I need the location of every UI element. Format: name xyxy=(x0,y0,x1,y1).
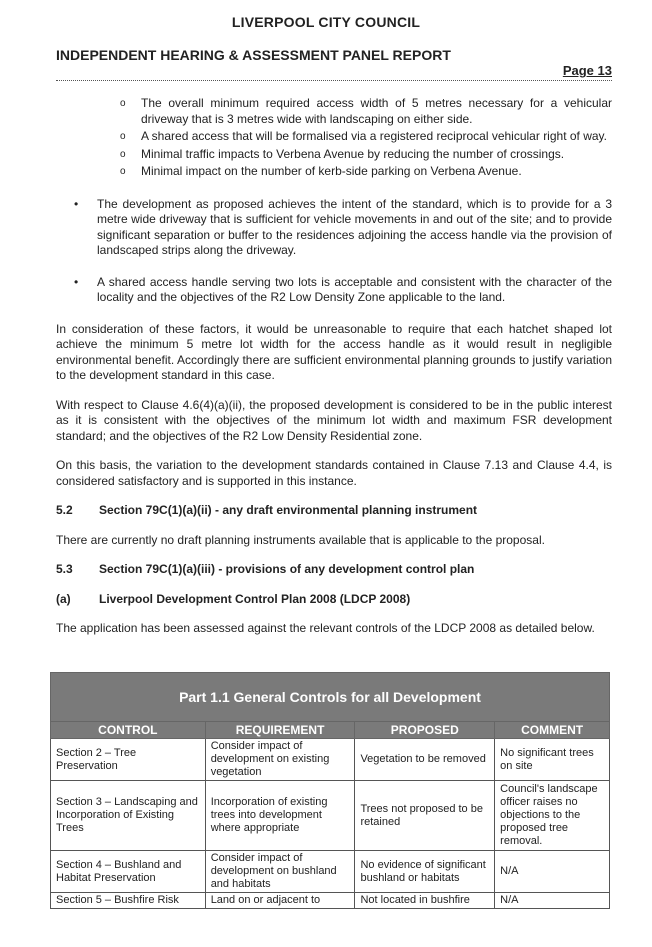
table-cell: N/A xyxy=(495,851,610,893)
table-cell: Council's landscape officer raises no objections to the proposed tree removal. xyxy=(495,781,610,851)
council-name: LIVERPOOL CITY COUNCIL xyxy=(231,14,421,30)
table-row xyxy=(51,893,610,909)
column-header: CONTROL xyxy=(51,722,206,739)
table-row xyxy=(51,851,610,893)
table-row xyxy=(51,739,610,781)
paragraph: With respect to Clause 4.6(4)(a)(ii), the proposed development is considered to be in the public interest as it is consistent with the objectives of the minimum lot width and maximum FSR development standard; and the objectives of the R2 Low Density Residential zone. xyxy=(56,397,612,443)
table-cell: Section 4 – Bushland and Habitat Preservation xyxy=(51,851,206,893)
controls-table xyxy=(50,672,610,909)
bullet-item: • A shared access handle serving two lots is acceptable and consistent with the character of the locality and the objectives of the R2 Low Density Zone applicable to the land. xyxy=(74,274,612,304)
table-cell: Not located in bushfire xyxy=(355,893,495,909)
table-cell: Trees not proposed to be retained xyxy=(355,781,495,851)
table-cell: No evidence of significant bushland or habitats xyxy=(355,851,495,893)
paragraph: In consideration of these factors, it would be unreasonable to require that each hatchet shaped lot achieve the minimum 5 metre lot width for the access handle as it would result in negligible environmental benefit. Accordingly there are sufficient environmental planning grounds to justify variation to the development standard in this case. xyxy=(56,321,612,382)
table-cell: Consider impact of development on bushland and habitats xyxy=(205,851,355,893)
sub-bullet: o A shared access that will be formalised via a registered reciprocal vehicular right of way. xyxy=(120,129,607,143)
table-cell: No significant trees on site xyxy=(495,739,610,781)
table-cell: Incorporation of existing trees into development where appropriate xyxy=(205,781,355,851)
sub-bullet: o Minimal impact on the number of kerb-side parking on Verbena Avenue. xyxy=(120,164,522,178)
circle-bullet-icon: o xyxy=(120,98,126,109)
page-number: Page 13 xyxy=(562,63,612,78)
table-cell: Vegetation to be removed xyxy=(355,739,495,781)
table-title-row xyxy=(51,673,610,722)
sub-bullet: o The overall minimum required access width of 5 metres necessary for a vehicular driveway that is 3 metres wide with landscaping on either side. xyxy=(120,96,612,126)
bullet-dot-icon: • xyxy=(74,274,79,289)
header-divider xyxy=(56,80,612,81)
table-row xyxy=(51,781,610,851)
bullet-dot-icon: • xyxy=(74,196,79,211)
paragraph: The application has been assessed against the relevant controls of the LDCP 2008 as detailed below. xyxy=(56,621,595,635)
table-cell: Section 5 – Bushfire Risk xyxy=(51,893,206,909)
paragraph: There are currently no draft planning instruments available that is applicable to the proposal. xyxy=(56,532,545,547)
table-cell: N/A xyxy=(495,893,610,909)
table-header-row xyxy=(51,722,610,739)
table-title: Part 1.1 General Controls for all Development xyxy=(51,673,610,722)
table-cell: Section 2 – Tree Preservation xyxy=(51,739,206,781)
section-heading-a: (a) Liverpool Development Control Plan 2008 (LDCP 2008) xyxy=(56,591,411,606)
table-cell: Section 3 – Landscaping and Incorporation of Existing Trees xyxy=(51,781,206,851)
column-header: COMMENT xyxy=(495,722,610,739)
column-header: REQUIREMENT xyxy=(205,722,355,739)
table-cell: Consider impact of development on existing vegetation xyxy=(205,739,355,781)
column-header: PROPOSED xyxy=(355,722,495,739)
paragraph: On this basis, the variation to the development standards contained in Clause 7.13 and Clause 4.4, is considered satisfactory and is supported in this instance. xyxy=(56,458,612,488)
report-title: INDEPENDENT HEARING & ASSESSMENT PANEL REPORT xyxy=(56,47,451,63)
circle-bullet-icon: o xyxy=(120,148,126,160)
circle-bullet-icon: o xyxy=(120,166,126,177)
report-body xyxy=(56,96,612,637)
section-heading-5-2: 5.2 Section 79C(1)(a)(ii) - any draft environmental planning instrument xyxy=(56,503,478,517)
sub-bullet: o Minimal traffic impacts to Verbena Avenue by reducing the number of crossings. xyxy=(120,146,565,161)
table-cell: Land on or adjacent to xyxy=(205,893,355,909)
section-heading-5-3: 5.3 Section 79C(1)(a)(iii) - provisions of any development control plan xyxy=(56,562,475,576)
circle-bullet-icon: o xyxy=(120,131,126,142)
bullet-item: • The development as proposed achieves the intent of the standard, which is to provide for a 3 metre wide driveway that is sufficient for vehicle movements in and out of the site; and to provide significant separation or buffer to the residences adjoining the access handle via the provision of landscaped strips along the driveway. xyxy=(74,196,612,257)
